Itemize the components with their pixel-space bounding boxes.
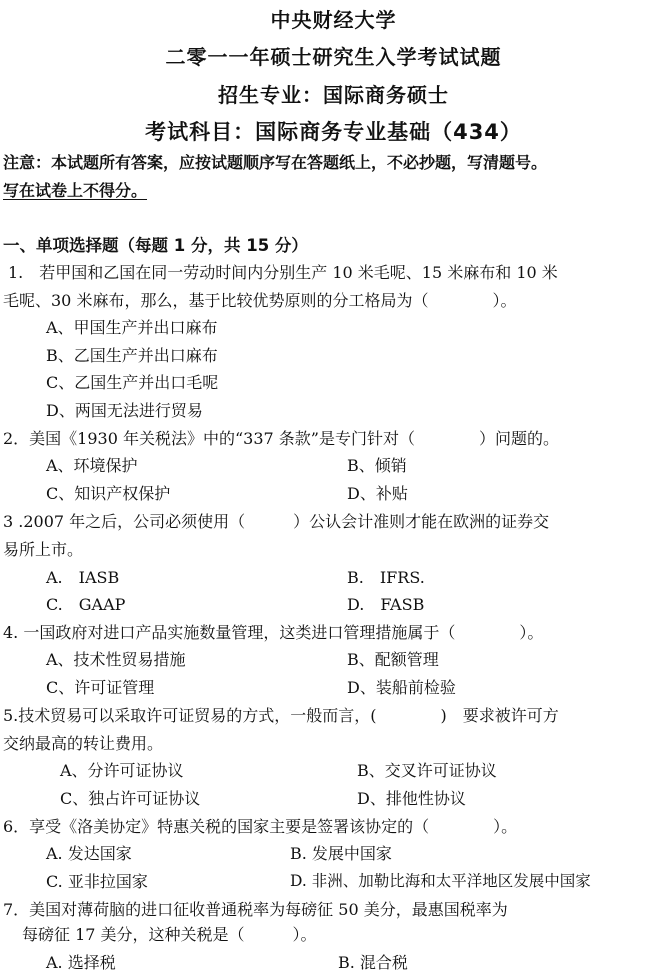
question-3-line-1: 3 .2007 年之后，公司必须使用（ ）公认会计准则才能在欧洲的证券交 <box>3 512 550 531</box>
question-2-line-1: 2．美国《1930 年关税法》中的“337 条款”是专门针对（ ）问题的。 <box>3 429 559 448</box>
question-5-option-a: A、分许可证协议 <box>60 761 184 780</box>
question-3-option-b: B. IFRS. <box>347 568 425 587</box>
question-3-option-a: A. IASB <box>46 568 120 587</box>
question-6-option-d: D. 非洲、加勒比海和太平洋地区发展中国家 <box>290 872 591 890</box>
question-5-line-2: 交纳最高的转让费用。 <box>3 734 164 753</box>
question-4-option-a: A、技术性贸易措施 <box>46 650 186 669</box>
question-4-line-1: 4. 一国政府对进口产品实施数量管理，这类进口管理措施属于（ ）。 <box>3 623 544 642</box>
question-2-option-a: A、环境保护 <box>46 456 138 475</box>
question-4-option-d: D、装船前检验 <box>347 678 456 697</box>
question-2-option-b: B、倾销 <box>347 456 407 475</box>
question-6-option-b: B. 发展中国家 <box>290 844 392 863</box>
question-5-option-b: B、交叉许可证协议 <box>357 761 497 780</box>
notice-line-2: 写在试卷上不得分。 <box>3 181 148 200</box>
section-title: 一、单项选择题（每题 1 分，共 15 分） <box>3 236 308 255</box>
question-1-option-d: D、两国无法进行贸易 <box>46 401 203 420</box>
question-7-line-1: 7．美国对薄荷脑的进口征收普通税率为每磅征 50 美分，最惠国税率为 <box>3 900 508 919</box>
question-5-line-1: 5.技术贸易可以采取许可证贸易的方式，一般而言，( ) 要求被许可方 <box>3 706 559 725</box>
question-6-line-1: 6．享受《洛美协定》特惠关税的国家主要是签署该协定的（ ）。 <box>3 817 518 836</box>
question-1-option-b: B、乙国生产并出口麻布 <box>46 346 218 365</box>
question-2-option-c: C、知识产权保护 <box>46 484 171 503</box>
question-7-line-2: 每磅征 17 美分，这种关税是（ ）。 <box>22 925 317 944</box>
question-3-option-d: D. FASB <box>347 595 425 614</box>
question-5-option-d: D、排他性协议 <box>357 789 466 808</box>
question-1-option-a: A、甲国生产并出口麻布 <box>46 318 218 337</box>
question-1-line-1: 1. 若甲国和乙国在同一劳动时间内分别生产 10 米毛呢、15 米麻布和 10 米 <box>8 263 558 282</box>
question-3-option-c: C. GAAP <box>46 595 126 614</box>
question-4-option-b: B、配额管理 <box>347 650 439 669</box>
question-1-option-c: C、乙国生产并出口毛呢 <box>46 373 219 392</box>
question-5-option-c: C、独占许可证协议 <box>60 789 201 808</box>
major-line: 招生专业：国际商务硕士 <box>218 83 449 107</box>
question-4-option-c: C、许可证管理 <box>46 678 155 697</box>
question-3-line-2: 易所上市。 <box>3 540 84 559</box>
question-6-option-c: C. 亚非拉国家 <box>46 872 148 891</box>
notice-line-1: 注意：本试题所有答案，应按试题顺序写在答题纸上，不必抄题，写清题号。 <box>3 153 548 172</box>
question-2-option-d: D、补贴 <box>347 484 408 503</box>
question-6-option-a: A. 发达国家 <box>46 844 132 863</box>
question-7-option-b: B. 混合税 <box>338 953 408 972</box>
exam-title: 二零一一年硕士研究生入学考试试题 <box>165 45 502 69</box>
university-name: 中央财经大学 <box>270 8 397 32</box>
subject-line: 考试科目：国际商务专业基础（434） <box>145 120 522 144</box>
question-1-line-2: 毛呢、30 米麻布，那么，基于比较优势原则的分工格局为（ ）。 <box>3 291 517 310</box>
question-7-option-a: A. 选择税 <box>46 953 116 972</box>
